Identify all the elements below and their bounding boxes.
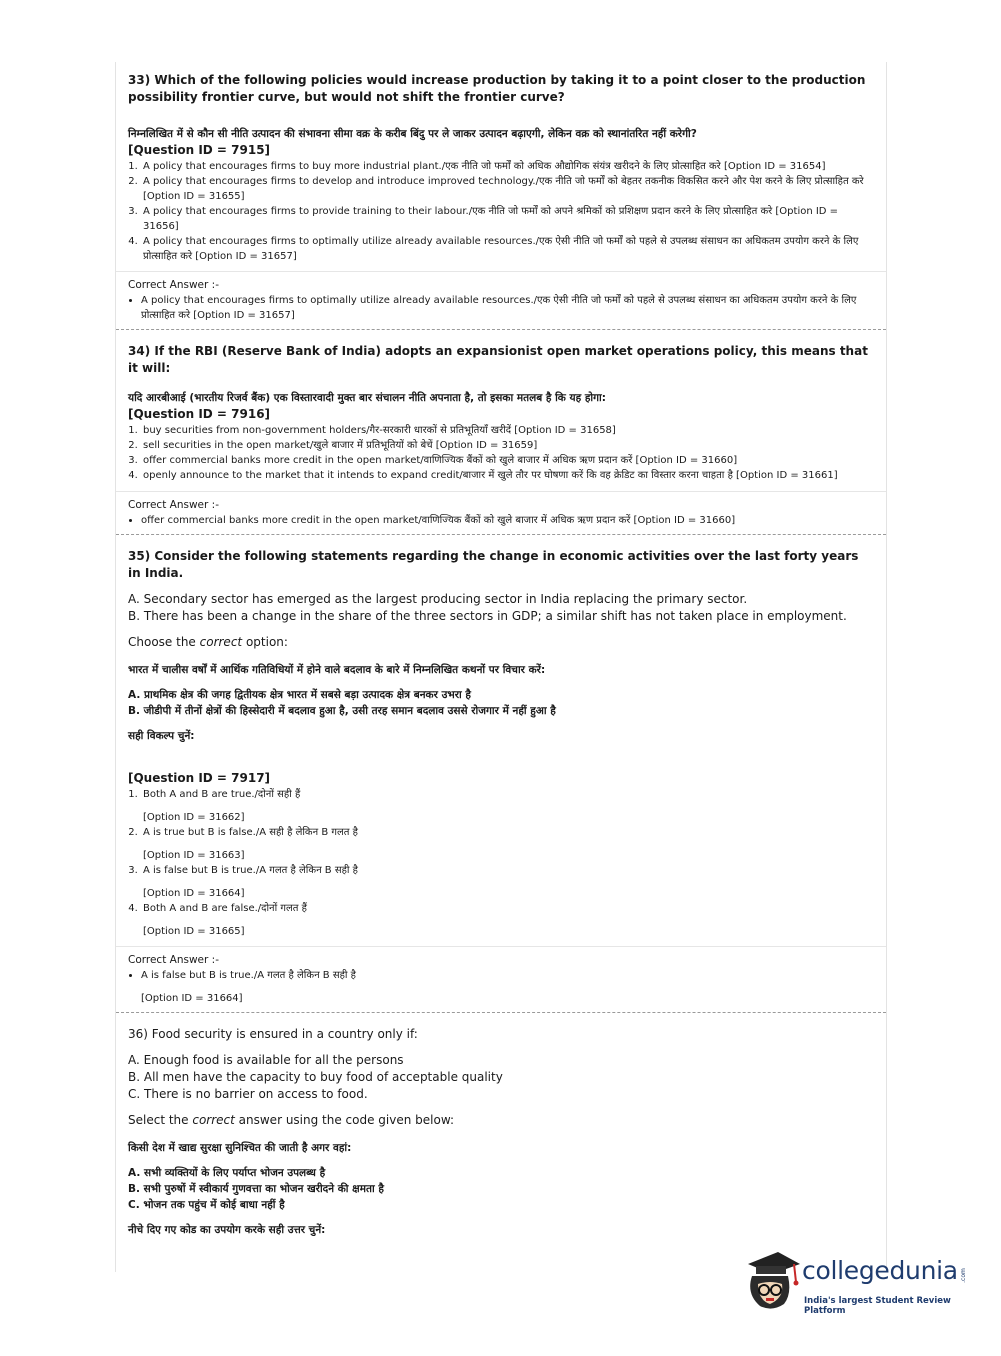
correct-answer-list [128,968,874,1006]
statement-b: B. All men have the capacity to buy food of acceptable quality [128,1070,503,1084]
question-id: [Question ID = 7917] [128,771,271,785]
select-text: Select the [128,1113,193,1127]
option-text: A is true but B is false./A सही है लेकिन B गलत है [143,827,358,838]
hindi-statement-b: B. जीडीपी में तीनों क्षेत्रों की हिस्सेदारी में बदलाव हुआ है, उसी तरह समान बदलाव उससे रोजगार में नहीं हुआ है [128,705,556,717]
select-instruction [128,1112,874,1129]
options-list [128,423,874,483]
question-title: 33) Which of the following policies would increase production by taking it to a point closer to the production possibility frontier curve, but would not shift the frontier curve? [128,73,866,104]
question-hindi: यदि आरबीआई (भारतीय रिजर्व बैंक) एक विस्तारवादी मुक्त बार संचालन नीति अपनाता है, तो इसका मतलब है कि यह होगा: [128,392,606,404]
hindi-statement-a: A. सभी व्यक्तियों के लिए पर्याप्त भोजन उपलब्ध है [128,1167,326,1179]
option-item: 4. A policy that encourages firms to optimally utilize already available resources./एक ऐसी नीति जो फर्मों को पहले से उपलब्ध संसाधन का अधिकतम उपयोग करने के लिए प्रोत्साहित करे [Option ID = 31657] [141,234,874,264]
question-hindi: किसी देश में खाद्य सुरक्षा सुनिश्चित की जाती है अगर वहां: [128,1142,352,1154]
options-list [128,159,874,264]
hindi-statement-b: B. सभी पुरुषों में स्वीकार्य गुणवत्ता का भोजन खरीदने की क्षमता है [128,1183,384,1195]
logo-tagline: India's largest Student Review Platform [804,1296,951,1316]
hindi-statement-a: A. प्राथमिक क्षेत्र की जगह द्वितीयक क्षेत्र भारत में सबसे बड़ा उत्पादक क्षेत्र बनकर उभरा है [128,689,471,701]
choose-text: option: [242,635,288,649]
question-title: 35) Consider the following statements regarding the change in economic activities over the last forty years in India. [128,549,859,580]
choose-instruction [128,634,874,651]
correct-answer-label: Correct Answer :- [128,499,219,511]
question-hindi: निम्नलिखित में से कौन सी नीति उत्पादन की संभावना सीमा वक्र के करीब बिंदु पर ले जाकर उत्पादन बढ़ाएगी, लेकिन वक्र को स्थानांतरित नहीं करेगी? [128,128,697,140]
question-36 [116,1013,886,1238]
option-text: Both A and B are true./दोनों सही हैं [143,789,301,800]
option-item [141,863,874,901]
question-35 [116,535,886,1013]
collegedunia-logo [742,1250,972,1318]
option-item [141,787,874,825]
statement-b: B. There has been a change in the share of the three sectors in GDP; a similar shift has not taken place in employment. [128,609,847,623]
correct-answer-list [128,293,874,323]
option-item: 1. A policy that encourages firms to buy more industrial plant./एक नीति जो फर्मों को अधिक औद्योगिक संयंत्र खरीदने के लिए प्रोत्साहित करे [Option ID = 31654] [141,159,874,174]
option-item: 3. A policy that encourages firms to provide training to their labour./एक नीति जो फर्मों को अपने श्रमिकों को प्रशिक्षण प्रदान करने के लिए प्रोत्साहित करे [Option ID = 31656] [141,204,874,234]
option-item: 3. offer commercial banks more credit in the open market/वाणिज्यिक बैंकों को खुले बाजार में अधिक ऋण प्रदान करें [Option ID = 31660] [141,453,874,468]
question-hindi: भारत में चालीस वर्षों में आर्थिक गतिविधियों में होने वाले बदलाव के बारे में निम्नलिखित कथनों पर विचार करें: [128,664,546,676]
option-id: [Option ID = 31662] [143,812,245,823]
correct-answer: • A policy that encourages firms to optimally utilize already available resources./एक ऐसी नीति जो फर्मों को पहले से उपलब्ध संसाधन का अधिकतम उपयोग करने के लिए प्रोत्साहित करे [Option ID = 31657] [141,293,874,323]
select-text: answer using the code given below: [234,1113,455,1127]
mascot-icon [742,1250,800,1312]
statement-a: A. Enough food is available for all the persons [128,1053,404,1067]
question-34 [116,330,886,535]
choose-emphasis: correct [199,635,243,649]
option-item: 4. openly announce to the market that it intends to expand credit/बाजार में खुले तौर पर घोषणा करें कि वह क्रेडिट का विस्तार करना चाहता है [Option ID = 31661] [141,468,874,483]
option-item [141,825,874,863]
correct-answer-id: [Option ID = 31664] [141,993,243,1004]
question-title: 36) Food security is ensured in a country only if: [128,1027,418,1041]
option-item: 1. buy securities from non-government holders/गैर-सरकारी धारकों से प्रतिभूतियाँ खरीदें [Option ID = 31658] [141,423,874,438]
statement-a: A. Secondary sector has emerged as the largest producing sector in India replacing the primary sector. [128,592,748,606]
statement-c: C. There is no barrier on access to food. [128,1087,368,1101]
options-list [128,787,874,939]
select-emphasis: correct [192,1113,235,1127]
hindi-statement-c: C. भोजन तक पहुंच में कोई बाधा नहीं है [128,1199,285,1211]
correct-answer-label: Correct Answer :- [128,279,219,291]
correct-answer [141,968,874,1006]
option-item [141,901,874,939]
question-title: 34) If the RBI (Reserve Bank of India) adopts an expansionist open market operations policy, this means that it will: [128,344,868,375]
option-item: 2. A policy that encourages firms to develop and introduce improved technology./एक नीति जो फर्मों को बेहतर तकनीक विकसित करने और पेश करने के लिए प्रोत्साहित करे [Option ID = 31655] [141,174,874,204]
option-item: 2. sell securities in the open market/खुले बाजार में प्रतिभूतियों को बेचें [Option ID = 31659] [141,438,874,453]
logo-name: collegedunia [802,1256,958,1285]
exam-page [115,62,887,1272]
logo-suffix: .com [959,1268,967,1283]
correct-answer-label: Correct Answer :- [128,954,219,966]
option-id: [Option ID = 31664] [143,888,245,899]
hindi-choose: सही विकल्प चुनें: [128,730,195,742]
correct-answer-list [128,513,874,528]
hindi-select: नीचे दिए गए कोड का उपयोग करके सही उत्तर चुनें: [128,1224,326,1236]
option-text: A is false but B is true./A गलत है लेकिन B सही है [143,865,358,876]
correct-answer-text: A is false but B is true./A गलत है लेकिन B सही है [141,970,356,981]
question-33 [116,62,886,330]
option-text: Both A and B are false./दोनों गलत हैं [143,903,307,914]
choose-text: Choose the [128,635,200,649]
question-id: [Question ID = 7916] [128,407,271,421]
correct-answer: • offer commercial banks more credit in the open market/वाणिज्यिक बैंकों को खुले बाजार में अधिक ऋण प्रदान करें [Option ID = 31660] [141,513,874,528]
option-id: [Option ID = 31665] [143,926,245,937]
question-id: [Question ID = 7915] [128,143,271,157]
option-id: [Option ID = 31663] [143,850,245,861]
